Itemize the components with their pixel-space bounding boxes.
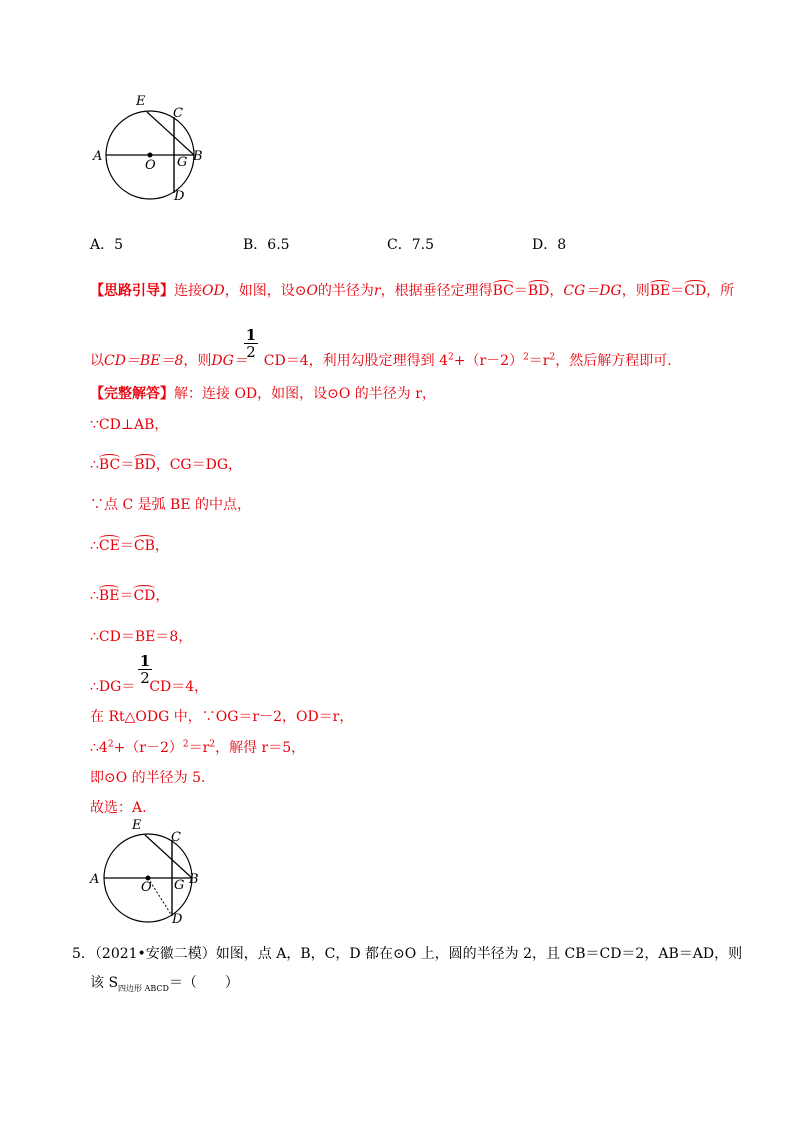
arc-ce: CE bbox=[98, 538, 120, 554]
solution-line-7: ∴CD＝BE＝8， bbox=[90, 629, 193, 645]
therefore-sign: ∴ bbox=[90, 588, 99, 604]
superscript: 2 bbox=[182, 739, 189, 750]
solution-line-5 bbox=[90, 535, 169, 555]
question-text: ＝（ ） bbox=[168, 975, 239, 991]
solution-text: ，CG＝DG， bbox=[155, 457, 243, 473]
therefore-sign: ∴ bbox=[90, 538, 99, 554]
label-b: B bbox=[193, 149, 203, 164]
circle-diagram-bottom bbox=[90, 814, 220, 929]
arc-cd: CD bbox=[133, 588, 156, 604]
solution-text: 解：连接 OD，如图，设⊙O 的半径为 r， bbox=[174, 386, 436, 402]
label-o: O bbox=[145, 158, 156, 173]
superscript: 2 bbox=[523, 352, 529, 363]
arc-cb: CB bbox=[133, 538, 155, 554]
equals-sign: ＝ bbox=[120, 457, 135, 473]
solution-line-2: ∵CD⊥AB， bbox=[90, 417, 169, 433]
solution-text: ＝r bbox=[188, 740, 210, 756]
arc-bc: BC bbox=[98, 457, 121, 473]
hint-text: 连接 bbox=[174, 283, 202, 299]
arc-bc: BC bbox=[492, 283, 514, 299]
option-c[interactable]: C．7.5 bbox=[387, 237, 434, 253]
question-5-line-2 bbox=[90, 972, 239, 994]
solution-line-9: 在 Rt△ODG 中，∵OG＝r－2，OD＝r， bbox=[90, 709, 354, 725]
solution-text: ∴4 bbox=[90, 740, 108, 756]
arc-bd: BD bbox=[527, 283, 550, 299]
fraction-numerator: 1 bbox=[139, 652, 151, 670]
solution-text: ∴DG＝ bbox=[90, 679, 136, 695]
arc-bd: BD bbox=[134, 457, 156, 473]
label-d: D bbox=[174, 189, 185, 204]
hint-text: ，然后解方程即可. bbox=[555, 353, 672, 369]
fraction-numerator: 1 bbox=[245, 326, 257, 344]
solution-text: +（r－2） bbox=[113, 740, 183, 756]
solution-text: ， bbox=[154, 538, 169, 554]
hint-text: ，则 bbox=[183, 353, 212, 369]
hint-text: ，如图，设⊙ bbox=[224, 283, 307, 299]
solution-line-8 bbox=[90, 676, 208, 696]
hint-text: ， bbox=[549, 283, 564, 299]
arc-be: BE bbox=[98, 588, 120, 604]
arc-cd: CD bbox=[684, 283, 707, 299]
question-5-line-1: 5．（2021•安徽二模）如图，点 A，B，C，D 都在⊙O 上，圆的半径为 2，且 CB＝CD＝2，AB＝AD，则 bbox=[72, 946, 743, 962]
label-g: G bbox=[177, 155, 188, 170]
hint-r: r bbox=[373, 283, 381, 299]
hint-text: ，则 bbox=[621, 283, 650, 299]
solution-text: ，解得 r＝5， bbox=[215, 740, 306, 756]
option-a[interactable]: A．5 bbox=[90, 237, 124, 253]
option-b[interactable]: B．6.5 bbox=[243, 237, 290, 253]
label-g: G bbox=[174, 878, 185, 893]
label-a: A bbox=[93, 149, 103, 164]
subscript: 四边形 ABCD bbox=[118, 983, 169, 993]
therefore-sign: ∴ bbox=[90, 457, 99, 473]
solution-text: ， bbox=[155, 588, 170, 604]
hint-text: CD＝4，利用勾股定理得到 4 bbox=[263, 353, 448, 369]
hint-cg-dg: CG＝DG bbox=[563, 283, 622, 299]
figure-top bbox=[90, 92, 220, 207]
solution-line-6 bbox=[90, 585, 169, 605]
superscript: 2 bbox=[107, 739, 114, 750]
hint-text: +（r－2） bbox=[453, 353, 524, 369]
label-d: D bbox=[172, 912, 183, 927]
hint-o: O bbox=[306, 283, 318, 299]
solution-line-3 bbox=[90, 454, 242, 474]
equals-sign: ＝ bbox=[119, 538, 134, 554]
solution-tag: 【完整解答】 bbox=[90, 386, 174, 402]
hint-dg: DG＝ bbox=[211, 353, 248, 369]
hint-text: ，所 bbox=[706, 283, 735, 299]
hint-text: 以 bbox=[90, 353, 104, 369]
solution-line-12: 故选：A. bbox=[90, 800, 147, 816]
hint-od: OD bbox=[202, 283, 225, 299]
hint-text: ＝r bbox=[528, 353, 550, 369]
equals-sign: ＝ bbox=[119, 588, 134, 604]
hint-line-1 bbox=[90, 280, 734, 300]
superscript: 2 bbox=[447, 352, 454, 363]
label-o: O bbox=[141, 880, 152, 895]
question-text: 该 S bbox=[90, 975, 119, 991]
hint-text: ，根据垂径定理得 bbox=[380, 283, 493, 299]
label-a: A bbox=[90, 872, 100, 887]
hint-tag: 【思路引导】 bbox=[90, 283, 174, 299]
solution-line-10 bbox=[90, 737, 305, 757]
arc-be: BE bbox=[649, 283, 671, 299]
hint-text: 的半径为 bbox=[317, 283, 374, 299]
superscript: 2 bbox=[549, 352, 556, 363]
figure-bottom bbox=[90, 814, 220, 929]
fraction-denominator: 2 bbox=[246, 343, 256, 361]
fraction-denominator: 2 bbox=[140, 669, 150, 687]
label-e: E bbox=[132, 818, 142, 833]
label-b: B bbox=[189, 872, 199, 887]
equals-sign: ＝ bbox=[670, 283, 685, 299]
hint-line-2 bbox=[90, 350, 672, 370]
solution-line-11: 即⊙O 的半径为 5. bbox=[90, 770, 206, 786]
equals-sign: ＝ bbox=[513, 283, 528, 299]
solution-line-4: ∵点 C 是弧 BE 的中点， bbox=[90, 497, 252, 513]
option-d[interactable]: D．8 bbox=[532, 237, 567, 253]
hint-cd-be: CD＝BE＝8 bbox=[104, 353, 184, 369]
label-c: C bbox=[173, 106, 183, 121]
label-c: C bbox=[171, 830, 181, 845]
solution-line-1 bbox=[90, 383, 436, 403]
solution-text: CD＝4， bbox=[149, 679, 209, 695]
superscript: 2 bbox=[209, 739, 216, 750]
label-e: E bbox=[136, 94, 146, 109]
